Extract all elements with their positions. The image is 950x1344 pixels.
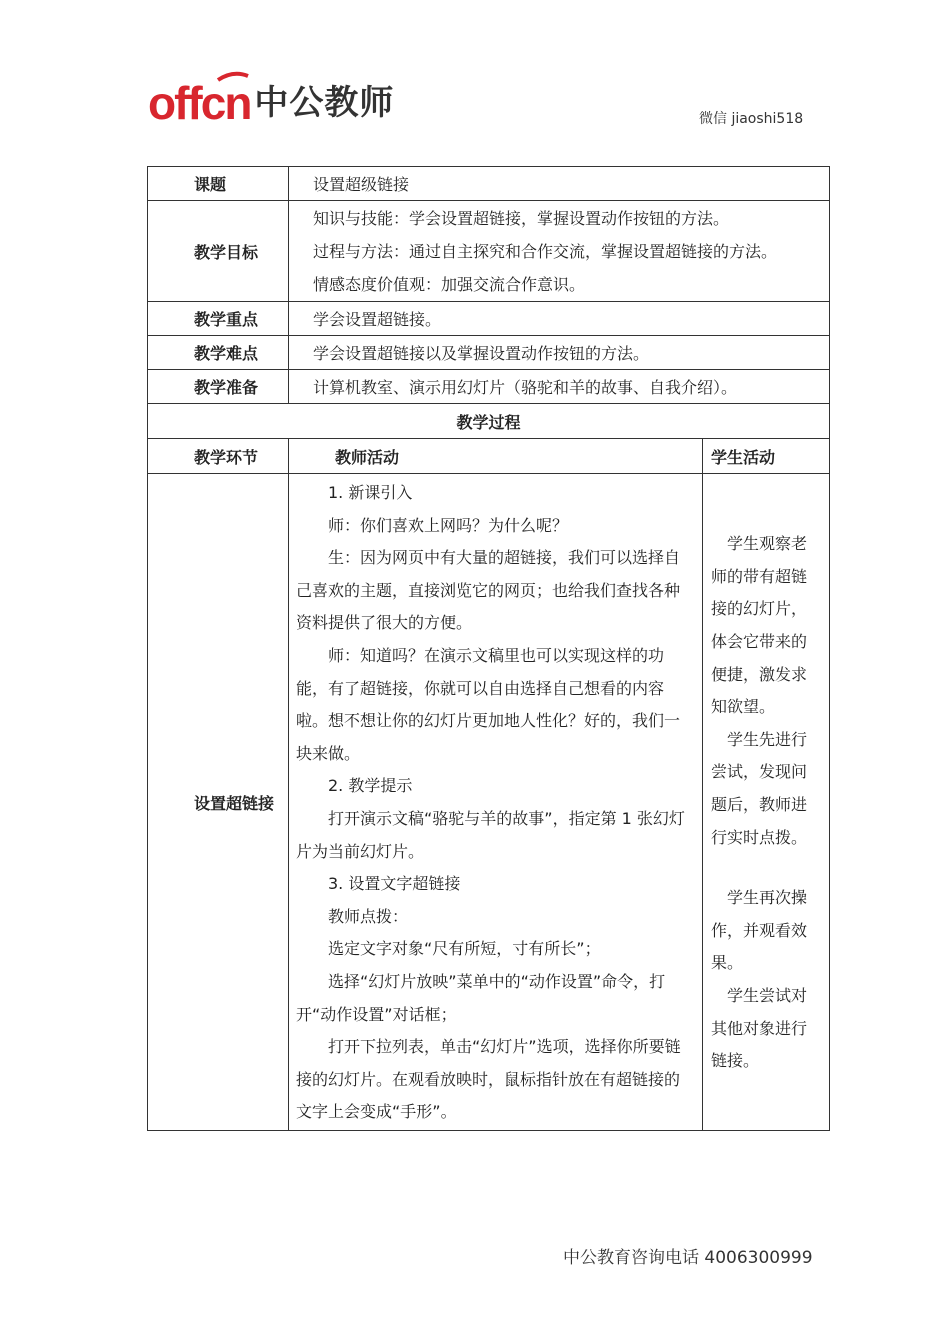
teacher-paragraph: 2. 教学提示 <box>328 776 413 796</box>
logo-chinese: 中公教师 <box>254 83 395 123</box>
teacher-paragraph: 打开演示文稿“骆驼与羊的故事”，指定第 1 张幻灯片为当前幻灯片。 <box>296 809 685 861</box>
offcn-logo <box>148 66 395 129</box>
goal-knowledge: 知识与技能：学会设置超链接，掌握设置动作按钮的方法。 <box>313 208 730 228</box>
footer-hotline: 中公教育咨询电话 4006300999 <box>563 1248 813 1268</box>
wechat-id: 微信 jiaoshi518 <box>699 111 804 127</box>
row-preparation <box>148 370 830 404</box>
student-activity <box>703 474 830 1131</box>
row-column-headers <box>148 439 830 474</box>
label-key-point: 教学重点 <box>148 302 289 336</box>
row-stage-content <box>148 474 830 1131</box>
label-preparation: 教学准备 <box>148 370 289 404</box>
row-difficulty <box>148 336 830 370</box>
header-student: 学生活动 <box>703 439 830 474</box>
logo-english: offcn <box>148 77 251 129</box>
goal-attitude: 情感态度价值观：加强交流合作意识。 <box>313 274 586 294</box>
student-paragraph: 学生尝试对其他对象进行链接。 <box>711 985 808 1071</box>
value-preparation: 计算机教室、演示用幻灯片（骆驼和羊的故事、自我介绍）。 <box>289 370 830 404</box>
teacher-paragraph: 师：知道吗？在演示文稿里也可以实现这样的功能，有了超链接，你就可以自由选择自己想看的内容啦。想不想让你的幻灯片更加地人性化？好的，我们一块来做。 <box>296 646 681 763</box>
row-key-point <box>148 302 830 336</box>
value-key-point: 学会设置超链接。 <box>289 302 830 336</box>
label-goals: 教学目标 <box>148 201 289 302</box>
row-topic <box>148 167 830 201</box>
header-teacher: 教师活动 <box>289 439 703 474</box>
student-paragraph: 学生先进行尝试，发现问题后，教师进行实时点拨。 <box>711 729 808 847</box>
teacher-paragraph: 教师点拨： <box>328 906 409 926</box>
spacer <box>711 854 821 882</box>
header-stage: 教学环节 <box>148 439 289 474</box>
teacher-paragraph: 选择“幻灯片放映”菜单中的“动作设置”命令，打开“动作设置”对话框； <box>296 971 666 1024</box>
row-goals <box>148 201 830 302</box>
goal-process: 过程与方法：通过自主探究和合作交流，掌握设置超链接的方法。 <box>313 241 778 261</box>
student-paragraph: 学生再次操作，并观看效果。 <box>711 888 808 973</box>
process-title: 教学过程 <box>148 404 830 439</box>
value-topic: 设置超级链接 <box>289 167 830 201</box>
teacher-paragraph: 打开下拉列表，单击“幻灯片”选项，选择你所要链接的幻灯片。在观看放映时，鼠标指针放在有超链接的文字上会变成“手形”。 <box>296 1037 681 1122</box>
teacher-paragraph: 师：你们喜欢上网吗？为什么呢？ <box>328 515 569 535</box>
teacher-paragraph: 选定文字对象“尺有所短，寸有所长”； <box>328 939 601 959</box>
label-topic: 课题 <box>148 167 289 201</box>
value-goals <box>289 201 830 302</box>
row-process-title <box>148 404 830 439</box>
lesson-plan-table <box>147 166 830 1131</box>
teacher-paragraph: 3. 设置文字超链接 <box>328 874 461 894</box>
teacher-paragraph: 生：因为网页中有大量的超链接，我们可以选择自己喜欢的主题，直接浏览它的网页；也给我们查找各种资料提供了很大的方便。 <box>296 548 681 633</box>
label-difficulty: 教学难点 <box>148 336 289 370</box>
stage-name: 设置超链接 <box>148 474 289 1131</box>
student-paragraph: 学生观察老师的带有超链接的幻灯片，体会它带来的便捷，激发求知欲望。 <box>711 534 808 717</box>
teacher-paragraph: 1. 新课引入 <box>328 483 413 503</box>
teacher-activity <box>289 474 703 1131</box>
value-difficulty: 学会设置超链接以及掌握设置动作按钮的方法。 <box>289 336 830 370</box>
